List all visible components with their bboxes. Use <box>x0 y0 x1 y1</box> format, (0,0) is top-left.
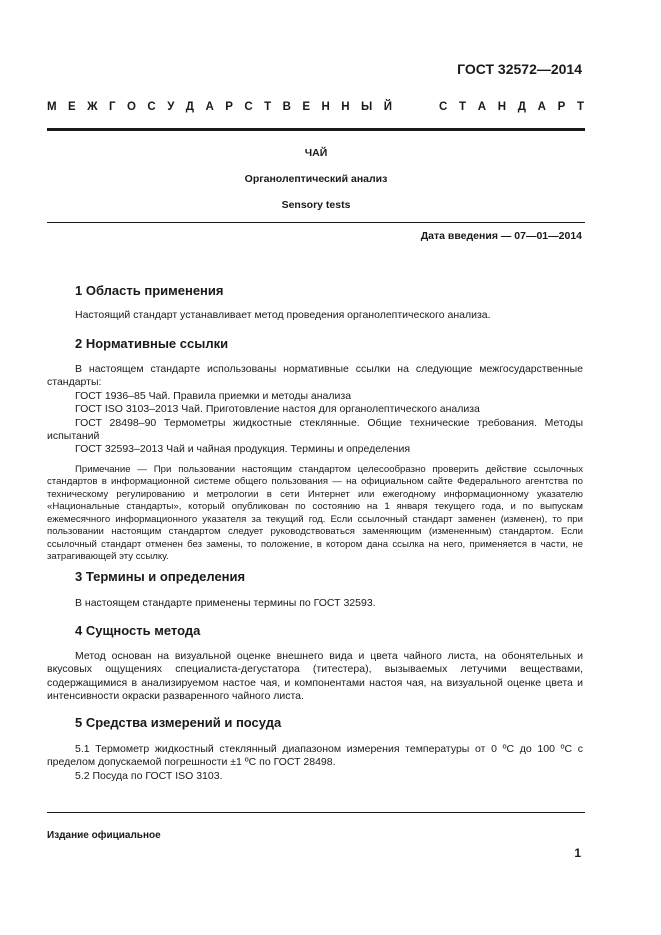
standard-banner <box>47 101 584 113</box>
banner-right-letter: С <box>439 101 448 113</box>
reference-item: ГОСТ 28498–90 Термометры жидкостные стеклянные. Общие технические требования. Методы испытаний <box>47 416 583 443</box>
section-4-heading: 4 Сущность метода <box>75 623 201 638</box>
section-1-text: Настоящий стандарт устанавливает метод проведения органолептического анализа. <box>75 309 491 321</box>
document-subtitle: Органолептический анализ <box>244 173 388 185</box>
banner-left-letter: Р <box>225 101 233 113</box>
section-2-heading: 2 Нормативные ссылки <box>75 336 229 351</box>
section-2-text: В настоящем стандарте использованы нормативные ссылки на следующие межгосударственные стандарты: <box>47 363 583 389</box>
banner-left-letter: Е <box>302 101 311 113</box>
reference-item: ГОСТ 1936–85 Чай. Правила приемки и методы анализа <box>75 389 352 402</box>
edition-label: Издание официальное <box>47 830 161 841</box>
banner-left-letter: А <box>205 101 214 113</box>
banner-left-letter: Ы <box>361 101 373 113</box>
banner-left-letter: Т <box>264 101 272 113</box>
banner-left-letter: Й <box>383 101 392 113</box>
section-4-body <box>47 650 583 704</box>
reference-item: ГОСТ 32593–2013 Чай и чайная продукция. Термины и определения <box>75 443 411 456</box>
section-3-text: В настоящем стандарте применены термины по ГОСТ 32593. <box>75 597 376 609</box>
section-5-body <box>47 743 583 783</box>
title-rule <box>47 222 585 223</box>
banner-right-letter: Р <box>557 101 566 113</box>
footer-rule <box>47 812 585 813</box>
banner-right <box>439 101 584 113</box>
banner-left-letter: Ж <box>87 101 98 113</box>
banner-left-letter: О <box>127 101 136 113</box>
section-4-text: Метод основан на визуальной оценке внешнего вида и цвета чайного листа, на обонятельных и вкусовых ощущениях специалиста-дегустатора (титестера), вызываемых летучими веществами, содержащимися в анализируемом настое чая, и компонентами настоя чая, на визуальной оценке цвета и интенсивности окраски разваренного чайного листа. <box>47 650 583 703</box>
banner-left-letter: М <box>47 101 57 113</box>
section-5-heading: 5 Средства измерений и посуда <box>75 715 282 730</box>
document-title: ЧАЙ <box>304 147 328 159</box>
banner-right-letter: Т <box>459 101 467 113</box>
introduction-date: Дата введения — 07—01—2014 <box>420 230 582 242</box>
banner-left-letter: Г <box>109 101 116 113</box>
banner-left-letter: В <box>282 101 291 113</box>
section-5-paragraph-1: 5.1 Термометр жидкостный стеклянный диапазоном измерения температуры от 0 ºС до 100 ºС с пределом допускаемой погрешности ±1 ºС по ГОСТ 28498. <box>47 743 583 769</box>
banner-left <box>47 101 392 113</box>
banner-left-letter: Н <box>341 101 350 113</box>
section-5-paragraph-2: 5.2 Посуда по ГОСТ ISO 3103. <box>75 769 223 782</box>
document-number: ГОСТ 32572—2014 <box>457 61 582 77</box>
banner-right-letter: А <box>537 101 546 113</box>
section-1-body <box>47 309 583 322</box>
banner-left-letter: С <box>147 101 156 113</box>
banner-left-letter: Д <box>185 101 194 113</box>
document-english-title: Sensory tests <box>281 199 351 211</box>
header-rule <box>47 128 585 131</box>
banner-left-letter: С <box>244 101 253 113</box>
section-3-body <box>47 597 583 610</box>
section-1-heading: 1 Область применения <box>75 283 224 298</box>
banner-left-letter: Н <box>321 101 330 113</box>
section-3-heading: 3 Термины и определения <box>75 569 246 584</box>
reference-item: ГОСТ ISO 3103–2013 Чай. Приготовление настоя для органолептического анализа <box>75 403 480 416</box>
page-number: 1 <box>574 846 581 860</box>
banner-left-letter: У <box>167 101 175 113</box>
banner-left-letter: Е <box>68 101 76 113</box>
reference-note: Примечание — При пользовании настоящим стандартом целесообразно проверить действие ссылочных стандартов в информационной системе общего пользования — на официальном сайте Федерального агентства по техническому регулированию и метрологии в сети Интернет или ежегодному информационному указателю «Национальные стандарты», который опубликован по состоянию на 1 января текущего года, и по выпускам ежемесячного информационного указателя за текущий год. Если ссылочный стандарт заменен (изменен), то при пользовании настоящим стандартом следует руководствоваться заменяющим (измененным) стандартом. Если ссылочный стандарт отменен без замены, то положение, в котором дана ссылка на него, применяется в части, не затрагивающей эту ссылку. <box>47 463 583 563</box>
banner-right-letter: Т <box>576 101 584 113</box>
section-2-body <box>47 363 583 564</box>
banner-right-letter: Д <box>517 101 526 113</box>
banner-right-letter: А <box>477 101 487 113</box>
banner-right-letter: Н <box>497 101 507 113</box>
